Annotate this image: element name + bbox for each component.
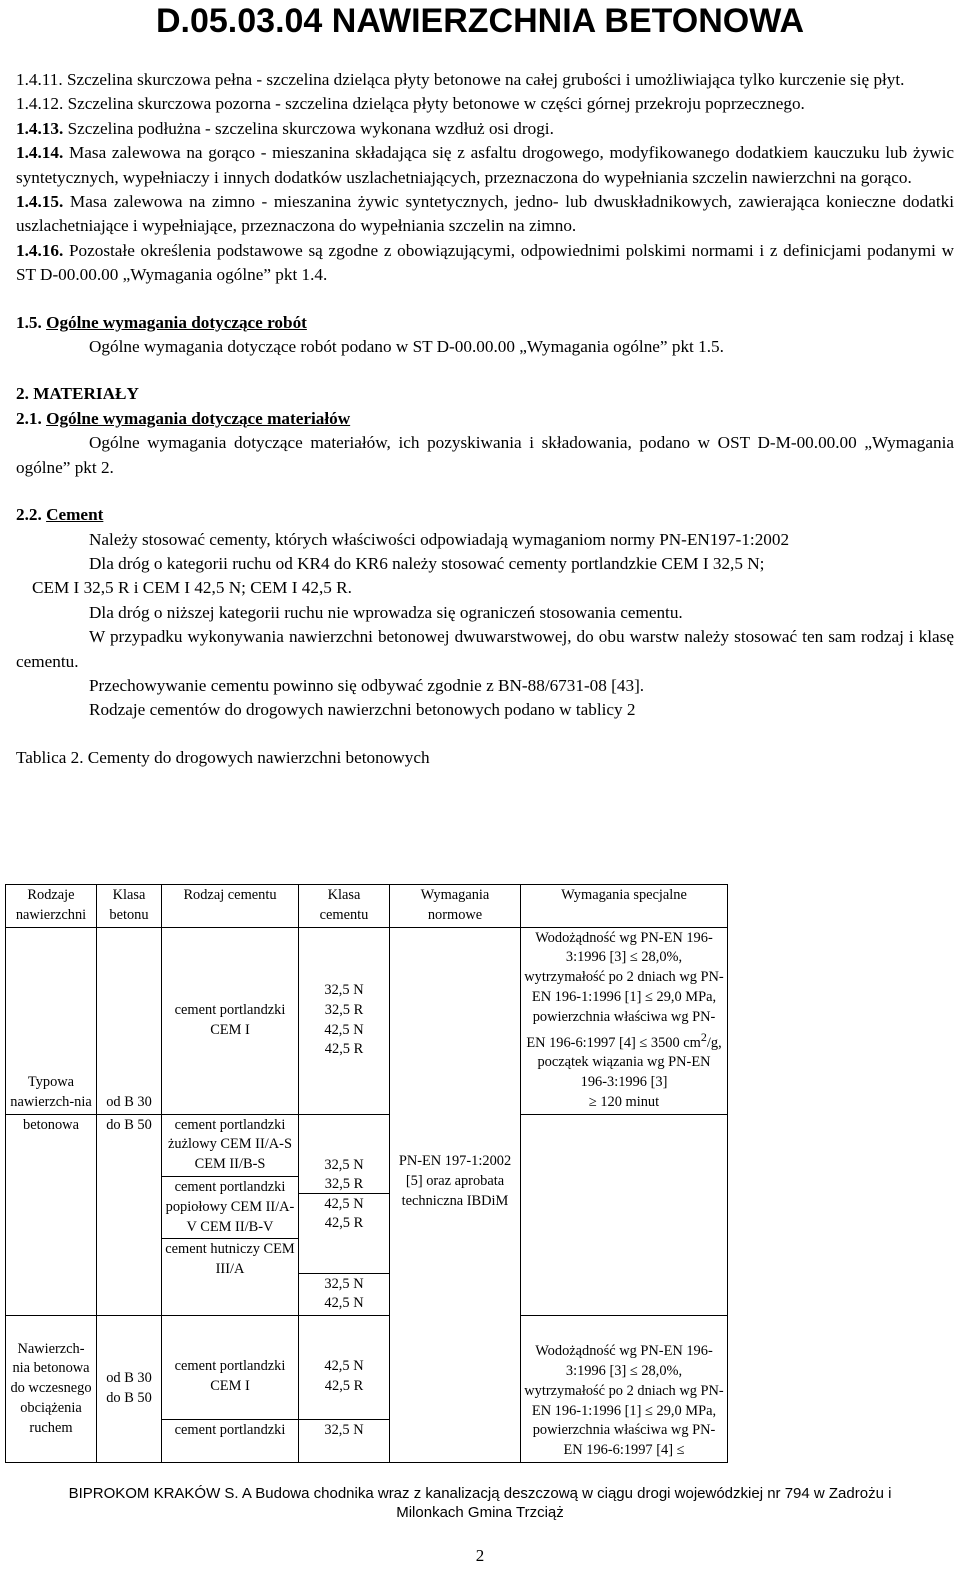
definition-1-4-13 [16, 117, 954, 141]
table-cell [521, 1114, 728, 1316]
table-cell: 32,5 N 32,5 R 42,5 N 42,5 R [299, 927, 390, 1114]
spec-text: Wodożądność wg PN-EN 196-3:1996 [3] ≤ 28,0%, wytrzymałość po 2 dniach wg PN-EN 196-1:1996 [1] ≤ 29,0 MPa, powierzchnia właściwa wg PN-EN 196-6:1997 [4] ≤ 3500 cm [524, 929, 724, 1051]
definition-1-4-14 [16, 141, 954, 190]
cement-type: cement portlandzki CEM I [162, 1316, 298, 1420]
definition-1-4-11 [16, 68, 954, 92]
section-num: 2.1. [16, 408, 42, 428]
def-text: Masa zalewowa na gorąco - mieszanina składająca się z asfaltu drogowego, modyfikowanego dodatkiem kauczuku lub żywic syntetycznych, wypełniaczy i innych dodatków uszlachetniających, przeznaczona do wypełniania szczelin nawierzchni na gorąco. [16, 143, 954, 187]
section-num: 1.5. [16, 312, 42, 332]
spec-text: ≥ 120 minut [588, 1093, 660, 1110]
footer-line: Milonkach Gmina Trzciąż [396, 1504, 564, 1521]
table-header-cell: Wymagania normowe [390, 885, 521, 928]
section-2-1-text: Ogólne wymagania dotyczące materiałów, ich pozyskiwania i składowania, podano w OST D-M-00.00.00 „Wymagania ogólne” pkt 2. [16, 433, 954, 477]
table-cell [521, 927, 728, 1114]
table-cell: Nawierzch-nia betonowa do wczesnego obciążenia ruchem [6, 1316, 97, 1463]
section-heading: Ogólne wymagania dotyczące robót [46, 312, 307, 332]
cement-type: cement portlandzki żużlowy CEM II/A-S CEM II/B-S [162, 1115, 298, 1177]
table-header-cell: Rodzaj cementu [162, 885, 299, 928]
cement-paragraph-1: Należy stosować cementy, których właściwości odpowiadają wymaganiom normy PN-EN197-1:2002 [89, 529, 790, 549]
def-num: 1.4.15. [16, 192, 64, 212]
definition-1-4-15 [16, 190, 954, 239]
table-cell: do B 50 [97, 1114, 162, 1316]
def-num: 1.4.13. [16, 118, 64, 138]
cement-paragraph-6: Rodzaje cementów do drogowych nawierzchni betonowych podano w tablicy 2 [89, 700, 636, 720]
section-2-1-heading [16, 407, 954, 431]
table-row [6, 927, 728, 1114]
cement-table [5, 884, 728, 1463]
definition-1-4-16 [16, 239, 954, 288]
table-cell: betonowa [6, 1114, 97, 1316]
cement-paragraph-4: W przypadku wykonywania nawierzchni betonowej dwuwarstwowej, do obu warstw należy stosować ten sam rodzaj i klasę cementu. [16, 627, 954, 671]
section-heading: Cement [46, 505, 104, 525]
def-num: 1.4.11. [16, 70, 63, 89]
section-heading: Ogólne wymagania dotyczące materiałów [46, 408, 351, 428]
cement-paragraph-2: Dla dróg o kategorii ruchu od KR4 do KR6 należy stosować cementy portlandzkie CEM I 32,5 N; [89, 553, 765, 573]
def-text: Masa zalewowa na zimno - mieszanina żywic syntetycznych, jedno- lub dwuskładnikowych, zawierająca konieczne dodatki uszlachetniające i wypełniające, przeznaczona do wypełniania szczelin na zimno. [16, 192, 955, 236]
table-cell: od B 30 do B 50 [97, 1316, 162, 1463]
cement-class: 32,5 N 32,5 R [299, 1115, 389, 1194]
def-num: 1.4.12. [16, 94, 64, 114]
table-header-row [6, 885, 728, 928]
def-num: 1.4.16. [16, 240, 64, 260]
table-header-cell: Wymagania specjalne [521, 885, 728, 928]
def-text: Pozostałe określenia podstawowe są zgodne z obowiązującymi, odpowiednimi polskimi normami i z definicjami podanymi w ST D-00.00.00 „Wymagania ogólne” pkt 1.4. [16, 240, 954, 285]
table-caption: Tablica 2. Cementy do drogowych nawierzchni betonowych [16, 747, 430, 767]
cement-type: cement hutniczy CEM III/A [165, 1241, 295, 1278]
page-title: D.05.03.04 NAWIERZCHNIA BETONOWA [155, 2, 804, 40]
section-heading: 2. MATERIAŁY [16, 384, 139, 404]
table-cell: PN-EN 197-1:2002 [5] oraz aprobata techniczna IBDiM [390, 1114, 521, 1316]
cement-class: 32,5 N 42,5 N [324, 1275, 364, 1312]
table-cell: Wodożądność wg PN-EN 196-3:1996 [3] ≤ 28,0%, wytrzymałość po 2 dniach wg PN-EN 196-1:1996 [1] ≤ 29,0 MPa, powierzchnia właściwa wg PN-EN 196-6:1997 [4] ≤ [521, 1316, 728, 1463]
def-text: Szczelina skurczowa pozorna - szczelina dzieląca płyty betonowe w części górnej przekroju poprzecznego. [67, 94, 805, 114]
table-cell: cement portlandzki CEM I [162, 927, 299, 1114]
cement-class: 32,5 N [324, 1421, 364, 1438]
footer-line: BIPROKOM KRAKÓW S. A Budowa chodnika wraz z kanalizacją deszczową w ciągu drogi wojewódzkiej nr 794 w Zadrożu i [68, 1485, 892, 1502]
table-row [6, 1316, 728, 1463]
document-body [16, 68, 954, 770]
section-1-5-heading [16, 311, 954, 335]
table-cell [162, 1114, 299, 1316]
table-header-cell: Klasa betonu [97, 885, 162, 928]
cement-type: cement portlandzki popiołowy CEM II/A-V CEM II/B-V [162, 1177, 298, 1239]
definition-1-4-12 [16, 92, 954, 116]
table-cell [162, 1316, 299, 1463]
section-num: 2.2. [16, 505, 42, 525]
table-cell [390, 1316, 521, 1463]
table-cell [299, 1114, 390, 1316]
table-header-cell: Klasa cementu [299, 885, 390, 928]
page-footer [0, 1484, 960, 1522]
cement-class: 42,5 N 42,5 R [299, 1316, 389, 1420]
def-num: 1.4.14. [16, 143, 64, 163]
table-header-cell: Rodzaje nawierzchni [6, 885, 97, 928]
table-row [6, 1114, 728, 1316]
table-cell [390, 927, 521, 1114]
def-text: Szczelina podłużna - szczelina skurczowa wykonana wzdłuż osi drogi. [67, 118, 554, 138]
section-2-2-heading [16, 503, 954, 527]
cement-paragraph-5: Przechowywanie cementu powinno się odbywać zgodnie z BN-88/6731-08 [43]. [89, 675, 645, 695]
cement-paragraph-3: Dla dróg o niższej kategorii ruchu nie wprowadza się ograniczeń stosowania cementu. [89, 602, 683, 622]
table-cell [299, 1316, 390, 1463]
spec-sup: 2 [700, 1029, 707, 1044]
spec-text: /g, początek wiązania wg PN-EN 196-3:1996 [3] [537, 1034, 722, 1090]
cement-type: cement portlandzki [174, 1421, 286, 1438]
page-number: 2 [475, 1546, 485, 1565]
table-cell: od B 30 [97, 927, 162, 1114]
def-text: Szczelina skurczowa pełna - szczelina dzieląca płyty betonowe na całej grubości i umożliwiająca tylko kurczenie się płyt. [66, 70, 905, 89]
cement-class: 42,5 N 42,5 R [299, 1194, 389, 1274]
section-1-5-text: Ogólne wymagania dotyczące robót podano w ST D-00.00.00 „Wymagania ogólne” pkt 1.5. [89, 337, 724, 357]
table-cell: Typowa nawierzch-nia [6, 927, 97, 1114]
cement-paragraph-2b: CEM I 32,5 R i CEM I 42,5 N; CEM I 42,5 R. [32, 578, 352, 598]
section-2-heading [16, 382, 954, 406]
